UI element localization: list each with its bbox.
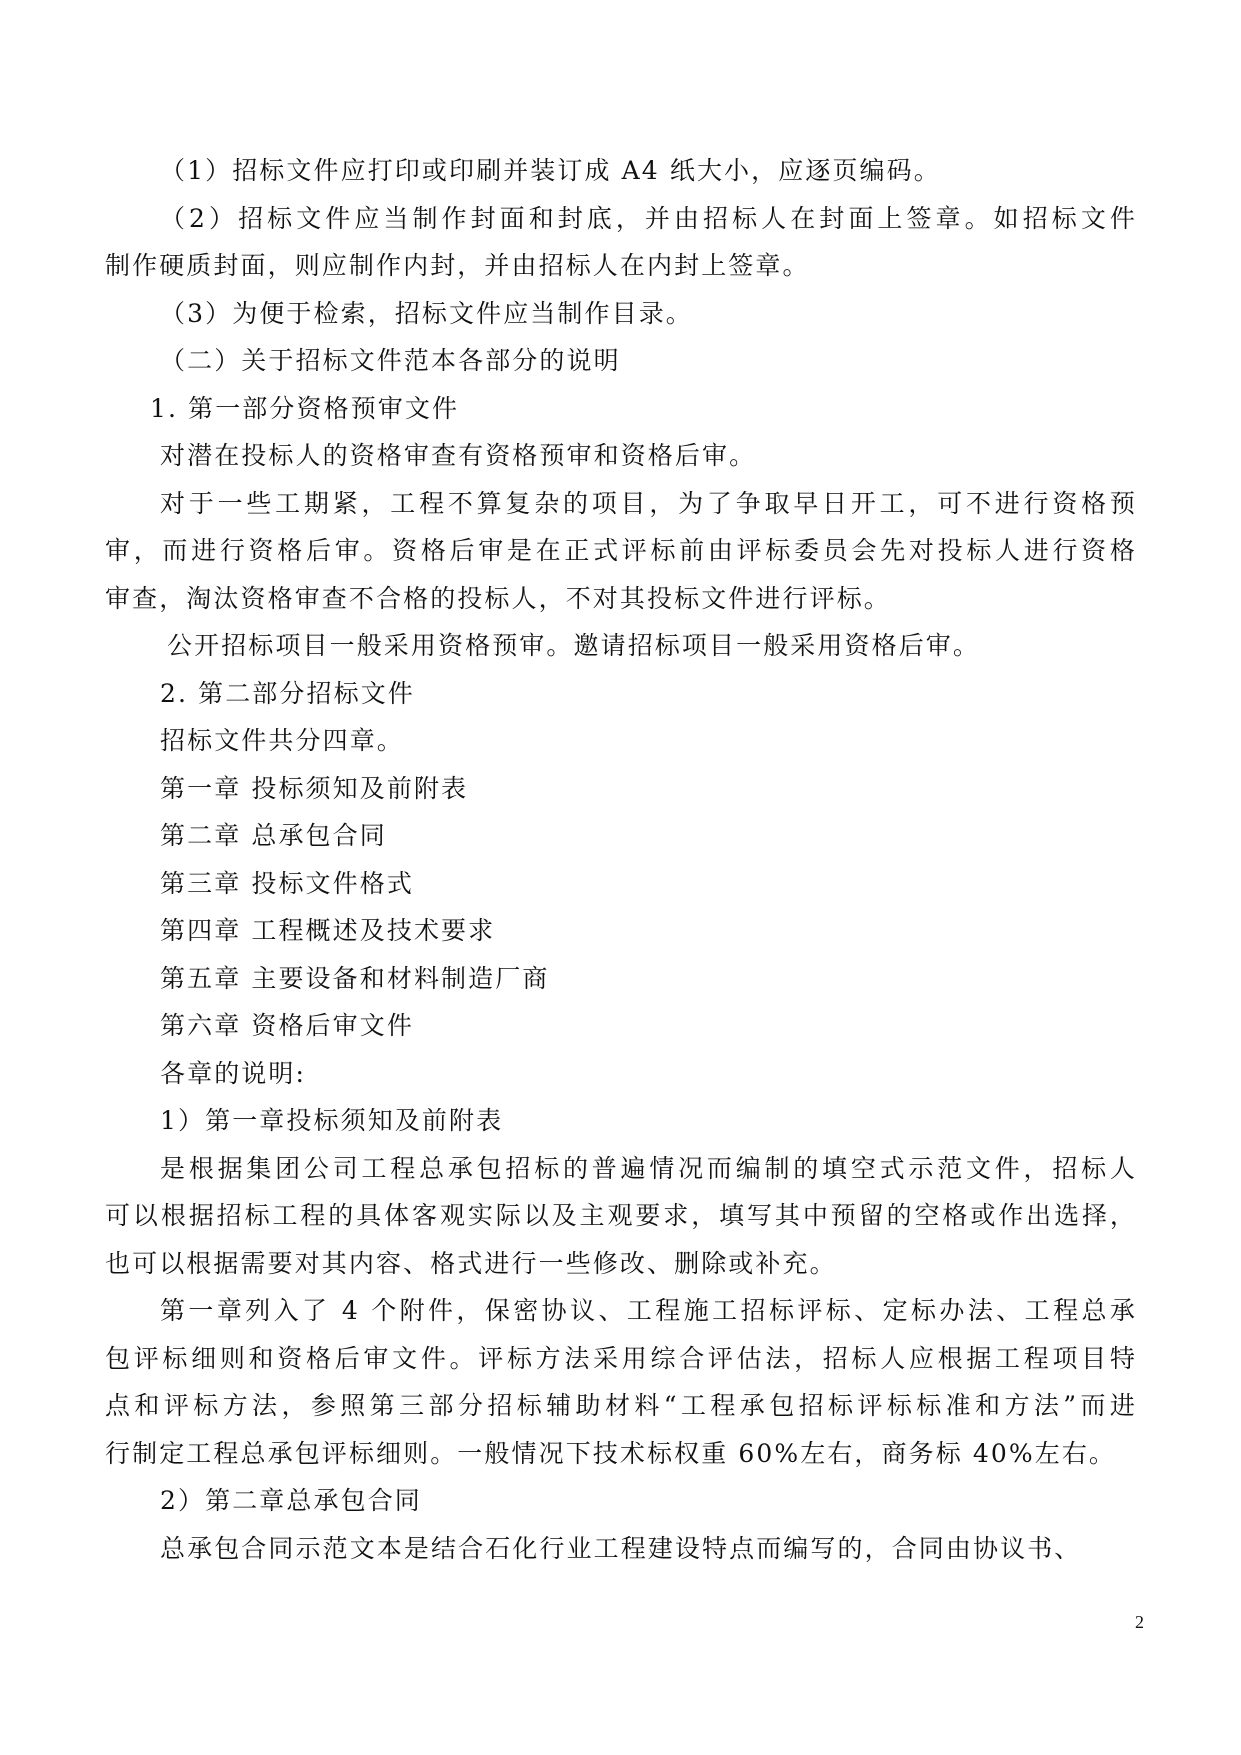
subsection-heading: 2. 第二部分招标文件 (160, 679, 415, 708)
paragraph-line: 是根据集团公司工程总承包招标的普遍情况而编制的填空式示范文件，招标人 (160, 1154, 1137, 1183)
paragraph-line: 包评标细则和资格后审文件。评标方法采用综合评估法，招标人应根据工程项目特 (105, 1344, 1137, 1373)
paragraph-line: 总承包合同示范文本是结合石化行业工程建设特点而编写的，合同由协议书、 (160, 1534, 1082, 1563)
paragraph-line: 对于一些工期紧，工程不算复杂的项目，为了争取早日开工，可不进行资格预 (160, 489, 1137, 518)
subsection-heading: 1）第一章投标须知及前附表 (160, 1106, 504, 1135)
paragraph-line: （1）招标文件应打印或印刷并装订成 A4 纸大小，应逐页编码。 (160, 156, 941, 185)
section-heading: （二）关于招标文件范本各部分的说明 (160, 346, 621, 375)
paragraph-line: 行制定工程总承包评标细则。一般情况下技术标权重 60%左右，商务标 40%左右。 (105, 1439, 1117, 1468)
paragraph-line: 点和评标方法，参照第三部分招标辅助材料“工程承包招标评标标准和方法”而进 (105, 1391, 1137, 1420)
paragraph-line: 也可以根据需要对其内容、格式进行一些修改、删除或补充。 (105, 1249, 837, 1278)
paragraph-line: 可以根据招标工程的具体客观实际以及主观要求，填写其中预留的空格或作出选择， (105, 1201, 1137, 1230)
chapter-list-item: 第一章 投标须知及前附表 (160, 774, 469, 803)
paragraph-line: 制作硬质封面，则应制作内封，并由招标人在内封上签章。 (105, 251, 810, 280)
paragraph-line: 各章的说明: (160, 1059, 307, 1088)
paragraph-line: 审，而进行资格后审。资格后审是在正式评标前由评标委员会先对投标人进行资格 (105, 536, 1137, 565)
paragraph-line: （2）招标文件应当制作封面和封底，并由招标人在封面上签章。如招标文件 (160, 204, 1137, 233)
paragraph-line: 第一章列入了 4 个附件，保密协议、工程施工招标评标、定标办法、工程总承 (160, 1296, 1137, 1325)
paragraph-line: 审查，淘汰资格审查不合格的投标人，不对其投标文件进行评标。 (105, 584, 891, 613)
chapter-list-item: 第四章 工程概述及技术要求 (160, 916, 496, 945)
paragraph-line: （3）为便于检索，招标文件应当制作目录。 (160, 299, 693, 328)
subsection-heading: 2）第二章总承包合同 (160, 1486, 422, 1515)
subsection-heading: 1. 第一部分资格预审文件 (150, 394, 460, 423)
chapter-list-item: 第三章 投标文件格式 (160, 869, 414, 898)
chapter-list-item: 第六章 资格后审文件 (160, 1011, 414, 1040)
paragraph-line: 对潜在投标人的资格审查有资格预审和资格后审。 (160, 441, 757, 470)
paragraph-line: 招标文件共分四章。 (160, 726, 404, 755)
page-number: 2 (1135, 1612, 1144, 1632)
paragraph-line: 公开招标项目一般采用资格预审。邀请招标项目一般采用资格后审。 (167, 631, 981, 660)
chapter-list-item: 第二章 总承包合同 (160, 821, 387, 850)
chapter-list-item: 第五章 主要设备和材料制造厂商 (160, 964, 550, 993)
